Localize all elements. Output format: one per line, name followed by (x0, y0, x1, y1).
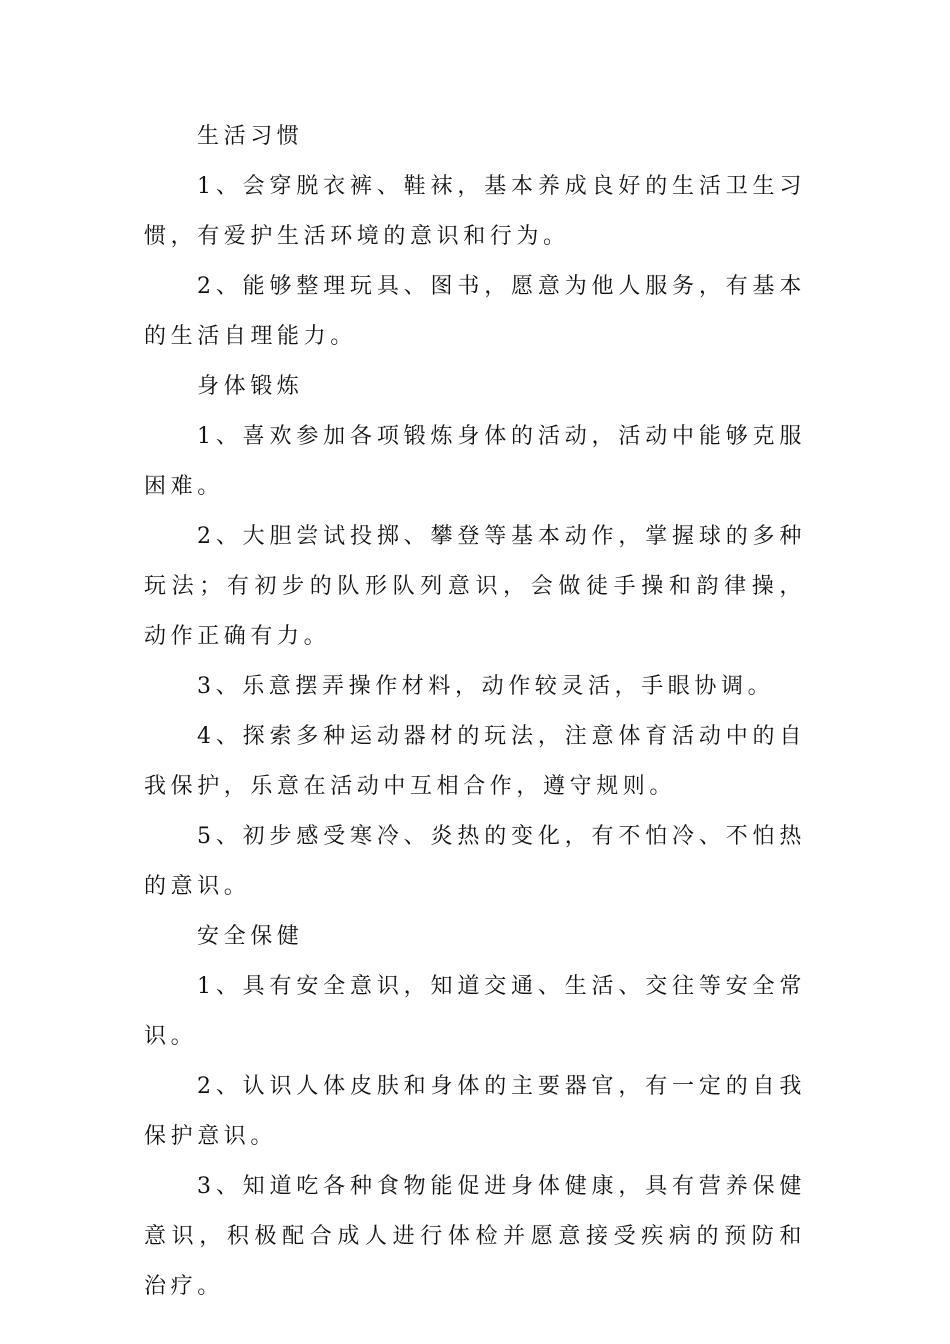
paragraph: 3、乐意摆弄操作材料，动作较灵活，手眼协调。 (197, 674, 775, 699)
paragraph: 1、具有安全意识，知道交通、生活、交往等安全常识。 (144, 974, 806, 1049)
paragraph: 4、探索多种运动器材的玩法，注意体育活动中的自我保护，乐意在活动中互相合作，遵守规则。 (144, 724, 806, 799)
paragraph: 2、能够整理玩具、图书，愿意为他人服务，有基本的生活自理能力。 (144, 274, 806, 349)
paragraph: 2、大胆尝试投掷、攀登等基本动作，掌握球的多种玩法；有初步的队形队列意识，会做徒手操和韵律操，动作正确有力。 (144, 524, 806, 649)
paragraph: 1、喜欢参加各项锻炼身体的活动，活动中能够克服困难。 (144, 424, 806, 499)
paragraph: 5、初步感受寒冷、炎热的变化，有不怕冷、不怕热的意识。 (144, 824, 806, 899)
section-heading-safety-health: 安全保健 (197, 924, 304, 949)
section-heading-physical-exercise: 身体锻炼 (197, 374, 304, 399)
paragraph: 1、会穿脱衣裤、鞋袜，基本养成良好的生活卫生习惯，有爱护生活环境的意识和行为。 (144, 174, 806, 249)
document-body (144, 112, 806, 1312)
paragraph: 2、认识人体皮肤和身体的主要器官，有一定的自我保护意识。 (144, 1074, 806, 1149)
paragraph: 3、知道吃各种食物能促进身体健康，具有营养保健意识，积极配合成人进行体检并愿意接受疾病的预防和治疗。 (144, 1174, 806, 1299)
section-heading-living-habits: 生活习惯 (197, 124, 304, 149)
